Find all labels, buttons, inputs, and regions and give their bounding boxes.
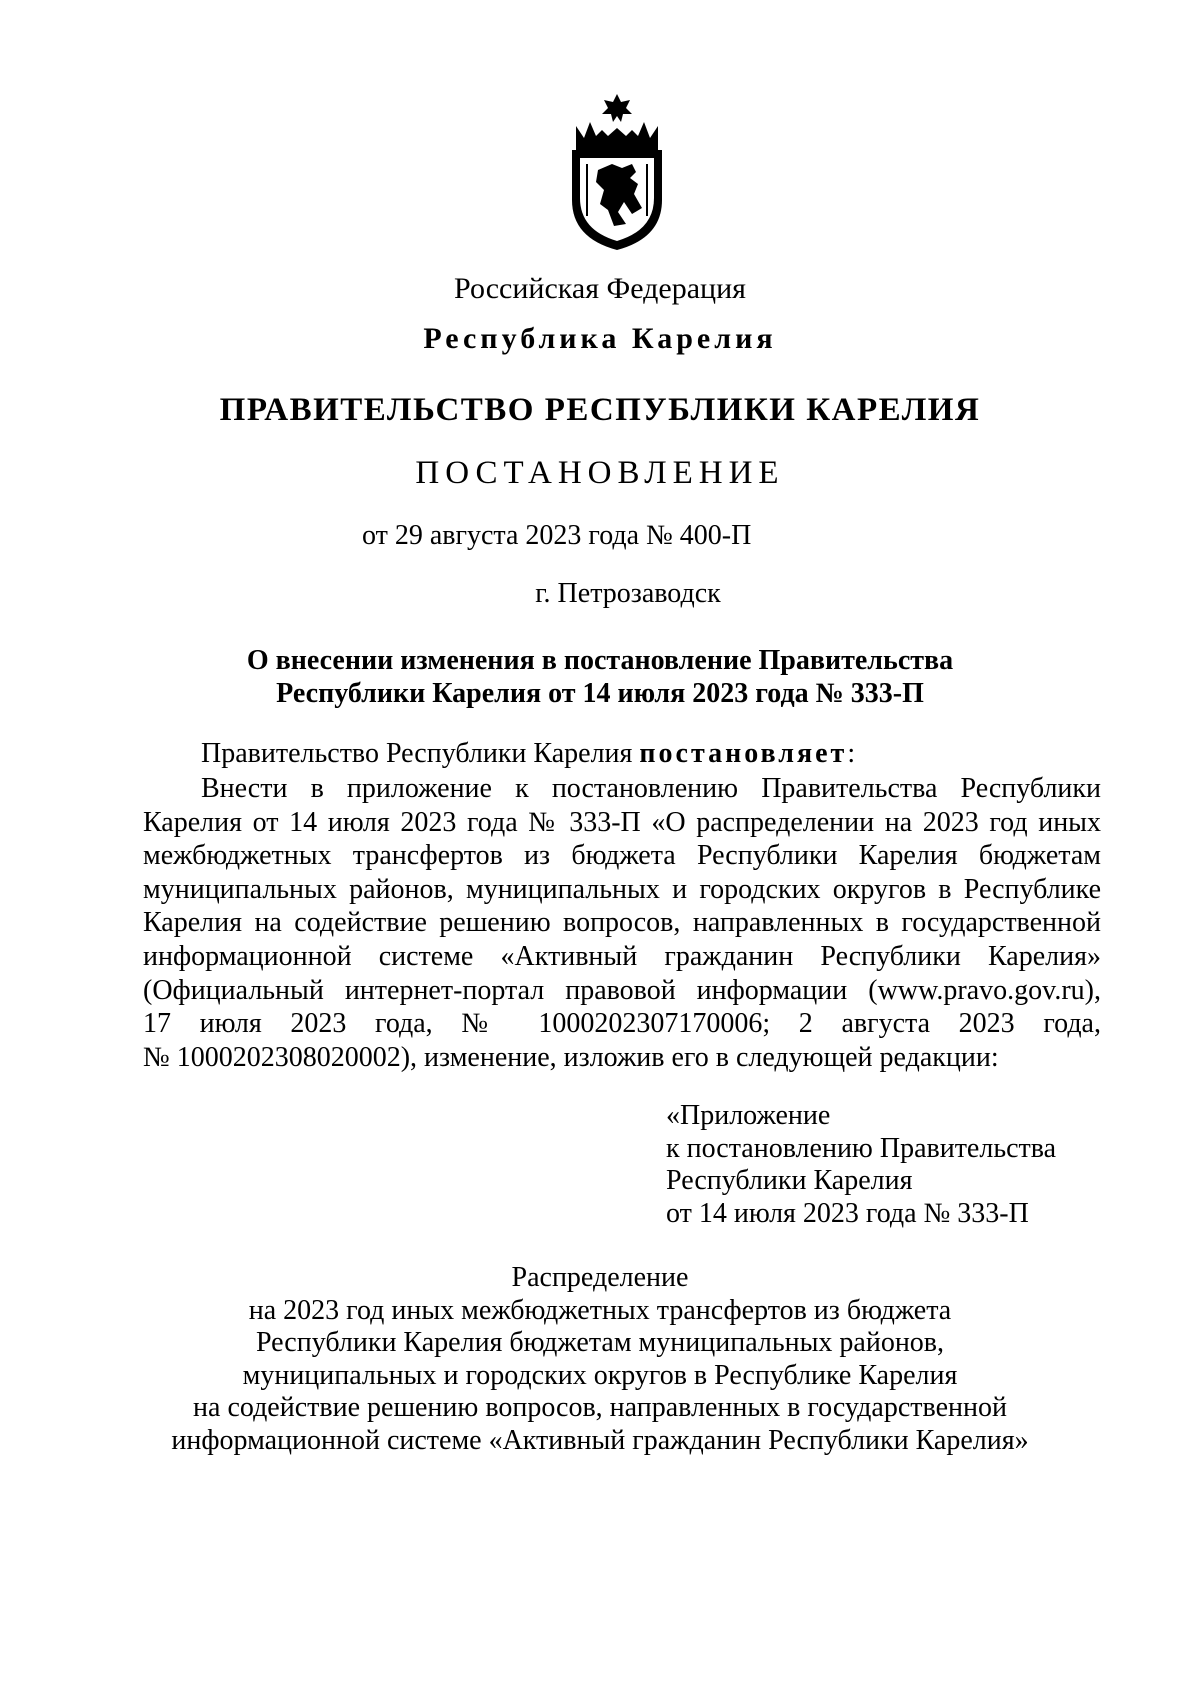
preamble-subject: Правительство Республики Карелия <box>201 738 640 769</box>
distribution-line: Распределение <box>511 1262 689 1293</box>
body-line: № 1000202308020002), изменение, изложив его в следующей редакции: <box>143 1041 999 1073</box>
body-line: Внести в приложение к постановлению Правительства Республики <box>201 773 1101 804</box>
distribution-line: Республики Карелия бюджетам муниципальных районов, <box>255 1327 945 1358</box>
preamble <box>201 738 855 770</box>
body-paragraph <box>143 772 1101 1074</box>
karelia-coat-of-arms-icon <box>562 92 672 252</box>
body-line: муниципальных районов, муниципальных и городских округов в Республике <box>143 873 1101 905</box>
decree-heading: ПОСТАНОВЛЕНИЕ <box>415 455 785 491</box>
federation-heading: Российская Федерация <box>454 272 746 305</box>
government-heading: ПРАВИТЕЛЬСТВО РЕСПУБЛИКИ КАРЕЛИЯ <box>219 392 981 428</box>
distribution-line: на содействие решению вопросов, направленных в государственной <box>193 1392 1007 1423</box>
appendix-line: «Приложение <box>666 1100 831 1131</box>
preamble-verb: постановляет <box>639 738 848 769</box>
city: г. Петрозаводск <box>535 578 721 609</box>
appendix-line: к постановлению Правительства <box>666 1132 1057 1164</box>
preamble-colon: : <box>847 738 856 769</box>
body-line: Карелия от 14 июля 2023 года № 333-П «О распределении на 2023 год иных <box>143 806 1101 838</box>
title-line: О внесении изменения в постановление Правительства <box>246 645 954 676</box>
distribution-line: на 2023 год иных межбюджетных трансфертов из бюджета <box>248 1294 952 1326</box>
appendix-line: Республики Карелия <box>666 1165 913 1196</box>
decree-date-number: от 29 августа 2023 года № 400-П <box>362 520 752 551</box>
distribution-line: муниципальных и городских округов в Республике Карелия <box>242 1359 958 1391</box>
republic-heading: Республика Карелия <box>423 322 777 355</box>
title-line: Республики Карелия от 14 июля 2023 года № 333-П <box>276 678 924 709</box>
document-title <box>0 644 1200 710</box>
body-line: информационной системе «Активный гражданин Республики Карелия» <box>143 940 1101 972</box>
body-line: (Официальный интернет-портал правовой информации (www.pravo.gov.ru), <box>143 974 1101 1006</box>
body-line: 17 июля 2023 года, № 1000202307170006; 2 августа 2023 года, <box>143 1008 1101 1040</box>
distribution-line: информационной системе «Активный гражданин Республики Карелия» <box>171 1424 1029 1456</box>
body-line: Карелия на содействие решению вопросов, направленных в государственной <box>143 907 1101 939</box>
appendix-line: от 14 июля 2023 года № 333-П <box>666 1197 1029 1229</box>
body-line: межбюджетных трансфертов из бюджета Республики Карелия бюджетам <box>143 840 1101 872</box>
distribution-heading <box>0 1262 1200 1457</box>
appendix-reference <box>666 1100 1056 1230</box>
